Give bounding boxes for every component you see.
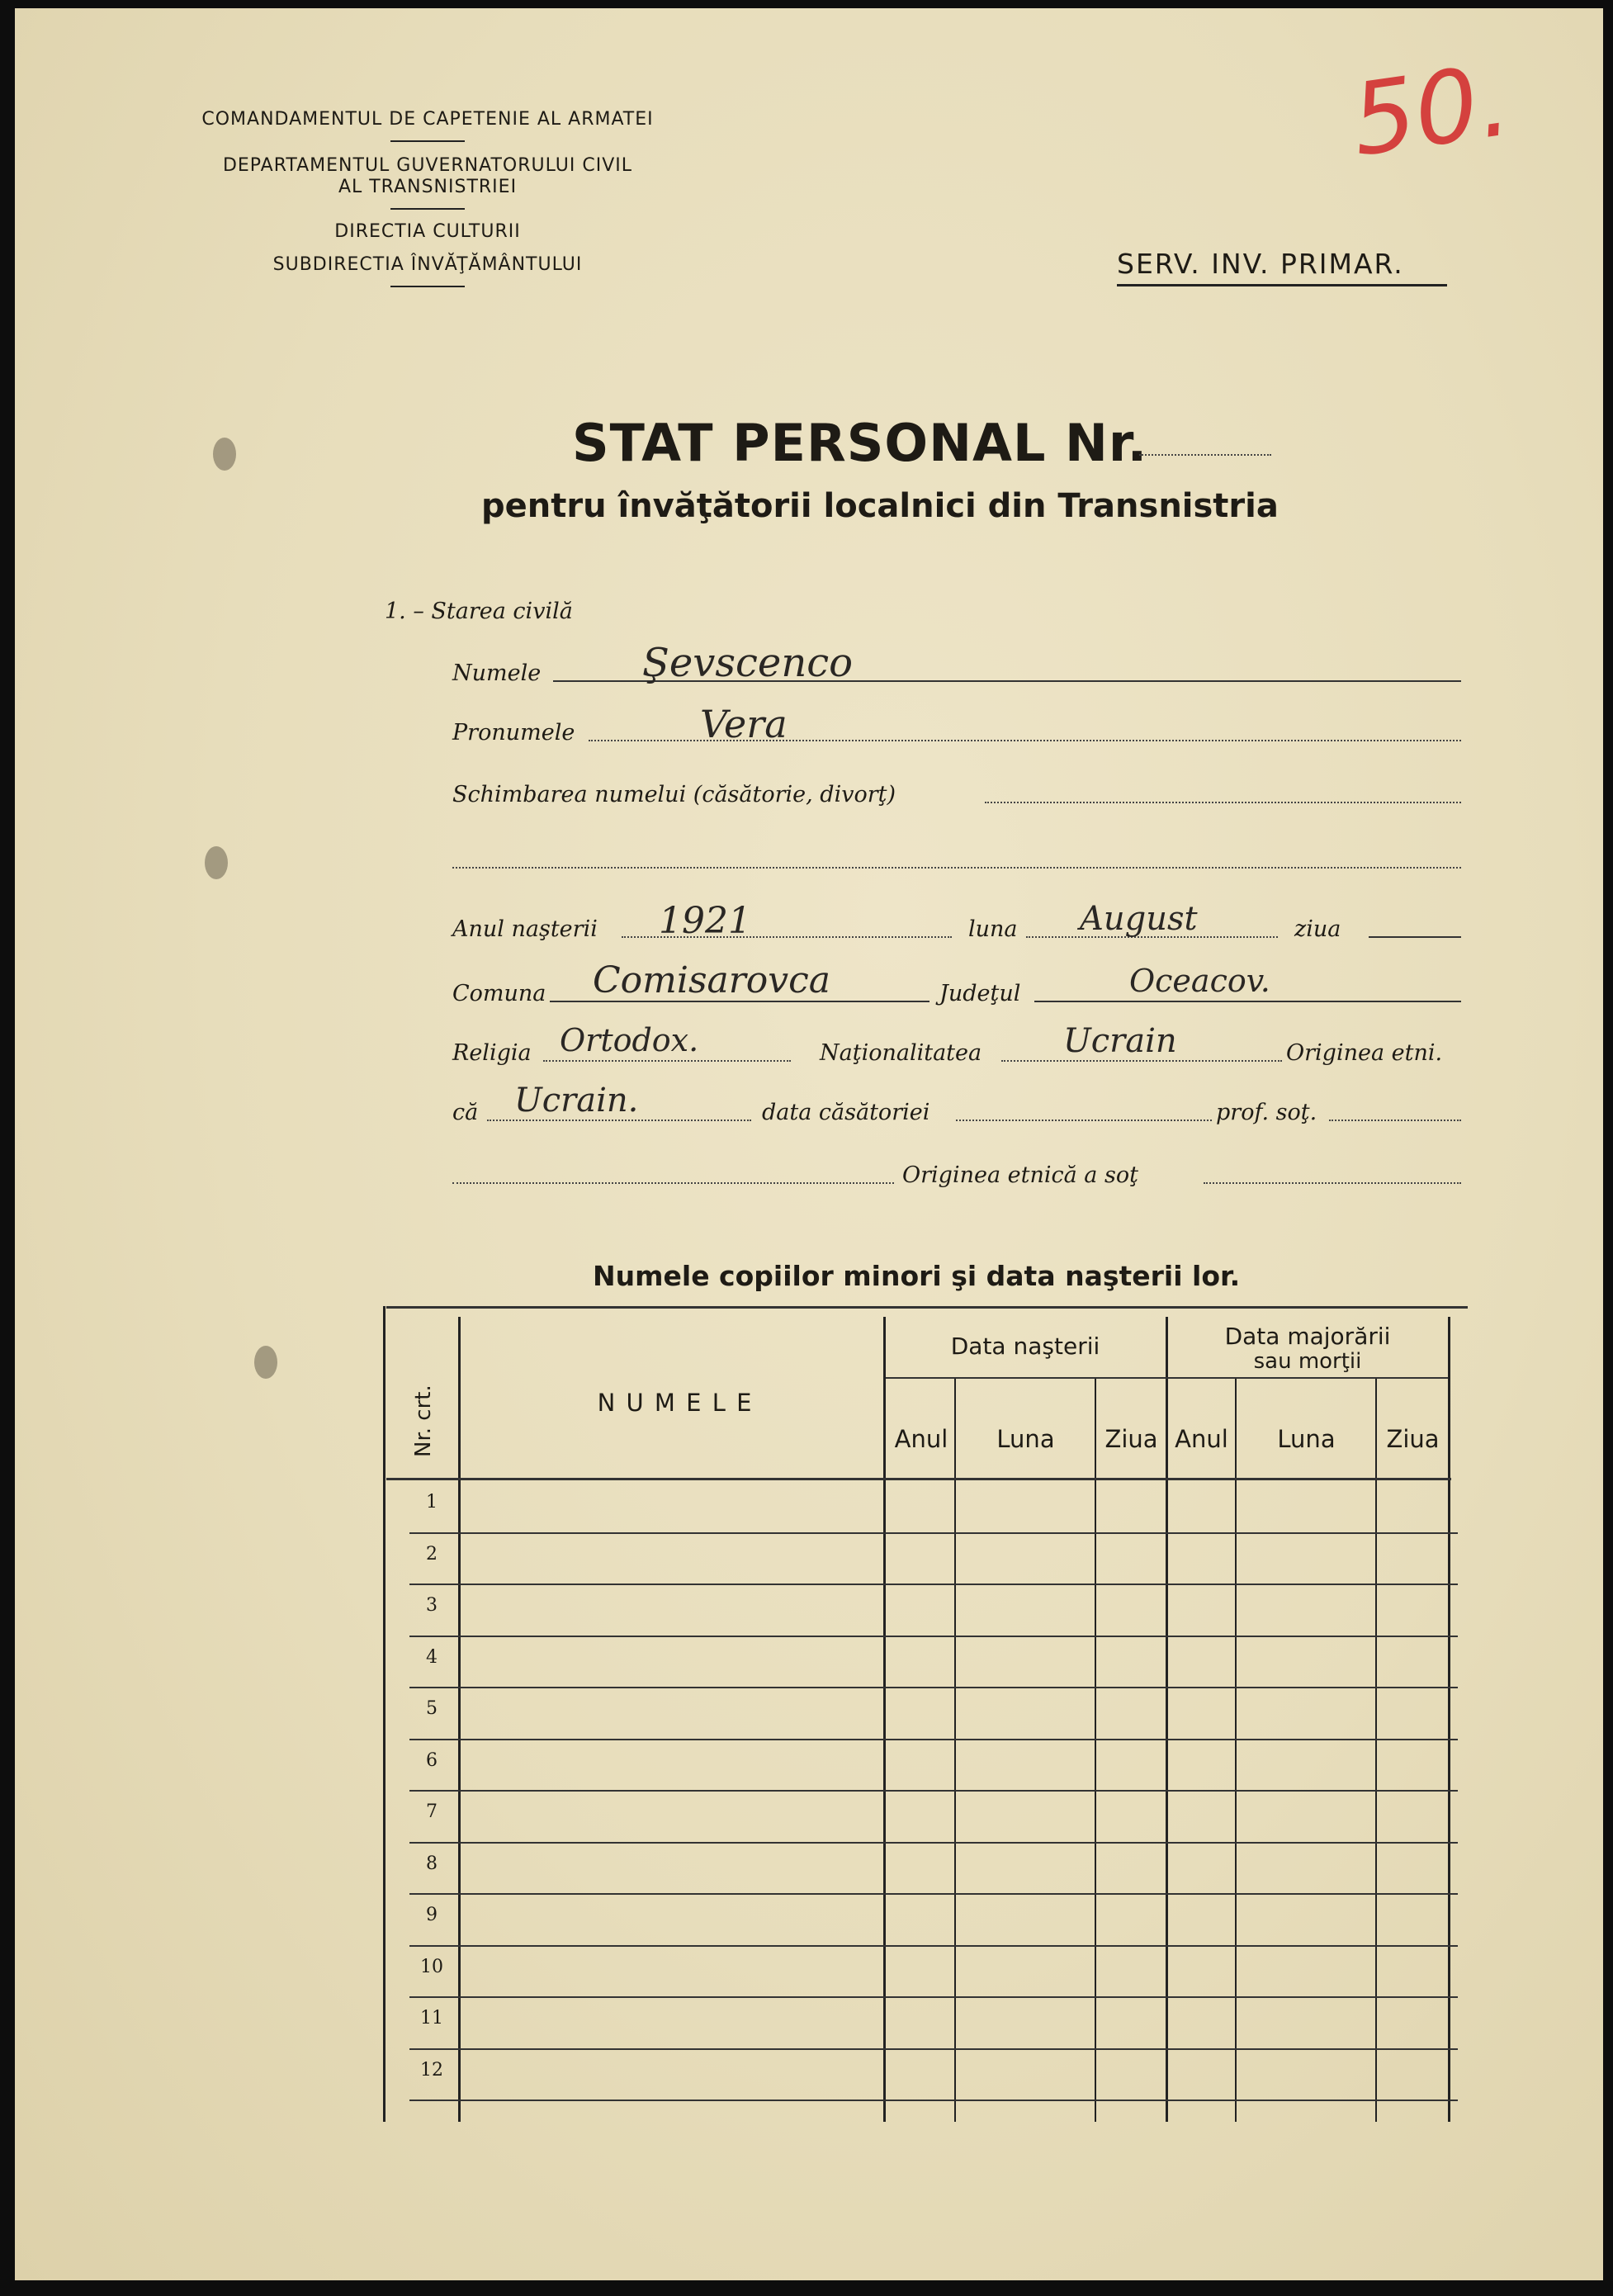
judetul-line xyxy=(1034,1001,1461,1002)
table-row-line xyxy=(409,2048,1458,2050)
row-number: 9 xyxy=(426,1905,438,1925)
row-number: 11 xyxy=(420,2008,443,2029)
header-rule xyxy=(390,140,465,142)
col-anul: Anul xyxy=(894,1425,948,1453)
row-number: 1 xyxy=(426,1492,438,1513)
ziua-label: ziua xyxy=(1294,916,1341,942)
document-title: STAT PERSONAL Nr. xyxy=(572,413,1148,473)
table-col-divider xyxy=(1095,1379,1096,2122)
page-number-annotation: 50. xyxy=(1345,43,1517,179)
col-group-majorarii-1: Data majorării xyxy=(1224,1323,1391,1350)
judetul-value: Oceacov. xyxy=(1129,963,1270,999)
table-row-line xyxy=(409,1532,1458,1534)
ziua-line xyxy=(1369,936,1461,938)
row-number: 12 xyxy=(420,2059,443,2081)
table-col-divider xyxy=(1235,1379,1237,2122)
header-line-3: AL TRANSNISTRIEI xyxy=(338,177,518,197)
originea-label: Originea etni. xyxy=(1286,1040,1443,1066)
header-line-2: DEPARTAMENTUL GUVERNATORULUI CIVIL xyxy=(222,155,633,176)
table-row-line xyxy=(409,1584,1458,1585)
comuna-value: Comisarovca xyxy=(593,959,831,1001)
children-heading: Numele copiilor minori şi data naşterii lor. xyxy=(593,1260,1241,1292)
document-subtitle: pentru învăţătorii localnici din Transnistria xyxy=(481,487,1279,525)
data-casatoriei-line xyxy=(956,1120,1212,1121)
header-rule xyxy=(390,208,465,210)
religia-value: Ortodox. xyxy=(560,1022,699,1058)
nationalitatea-label: Naţionalitatea xyxy=(820,1040,982,1066)
header-line-5: SUBDIRECTIA ÎNVĂŢĂMÂNTULUI xyxy=(272,254,583,275)
religia-label: Religia xyxy=(452,1040,532,1066)
originea-sot-line xyxy=(1204,1182,1461,1184)
originea-sot-pre-line xyxy=(452,1182,894,1184)
originea-label-cont: că xyxy=(452,1100,479,1125)
service-underline xyxy=(1117,284,1447,286)
numele-value: Şevscenco xyxy=(642,640,854,686)
data-casatoriei-label: data căsătoriei xyxy=(762,1100,930,1125)
col-group-majorarii-2: sau morţii xyxy=(1253,1349,1362,1374)
religia-line xyxy=(543,1060,791,1062)
col-luna-2: Luna xyxy=(1277,1425,1336,1453)
row-number: 4 xyxy=(426,1646,438,1668)
col-numele-header: N U M E L E xyxy=(597,1389,754,1417)
prof-sot-label: prof. soţ. xyxy=(1216,1100,1317,1125)
table-row-line xyxy=(409,1945,1458,1947)
punch-hole xyxy=(205,846,228,879)
col-anul-2: Anul xyxy=(1175,1425,1228,1453)
table-group-divider xyxy=(886,1377,1448,1379)
prof-sot-line xyxy=(1329,1120,1461,1121)
col-luna: Luna xyxy=(996,1425,1055,1453)
judetul-label: Judeţul xyxy=(939,981,1021,1006)
anul-label: Anul naşterii xyxy=(452,916,598,942)
table-row-line xyxy=(409,1636,1458,1637)
header-rule xyxy=(390,286,465,287)
row-number: 6 xyxy=(426,1749,438,1771)
pronumele-value: Vera xyxy=(700,702,788,746)
service-label: SERV. INV. PRIMAR. xyxy=(1117,248,1404,280)
header-line-1: COMANDAMENTUL DE CAPETENIE AL ARMATEI xyxy=(201,109,654,130)
table-col-divider xyxy=(458,1317,461,2122)
originea-value: Ucrain. xyxy=(514,1082,639,1120)
schimbarea-label: Schimbarea numelui (căsătorie, divorţ) xyxy=(452,782,896,807)
table-row-line xyxy=(409,1996,1458,1998)
punch-hole xyxy=(254,1346,277,1379)
schimbarea-line-2 xyxy=(452,867,1461,869)
numele-label: Numele xyxy=(452,660,542,686)
document-page xyxy=(15,8,1603,2280)
nationalitatea-line xyxy=(1001,1060,1282,1062)
col-group-nasterii: Data naşterii xyxy=(950,1333,1100,1360)
luna-value: August xyxy=(1080,900,1198,938)
col-ziua: Ziua xyxy=(1105,1425,1158,1453)
table-col-divider xyxy=(1375,1379,1377,2122)
schimbarea-line xyxy=(985,802,1461,803)
row-number: 3 xyxy=(426,1595,438,1616)
table-row-line xyxy=(409,1842,1458,1844)
comuna-label: Comuna xyxy=(452,981,546,1006)
row-number: 2 xyxy=(426,1543,438,1565)
table-col-divider xyxy=(883,1317,886,2122)
table-row-line xyxy=(409,1790,1458,1792)
row-number: 7 xyxy=(426,1801,438,1822)
anul-value: 1921 xyxy=(659,900,751,942)
table-header-bottom xyxy=(386,1478,1451,1480)
table-row-line xyxy=(409,1893,1458,1895)
punch-hole xyxy=(213,438,236,471)
table-row-line xyxy=(409,1739,1458,1740)
table-row-line xyxy=(409,1687,1458,1688)
table-left-border xyxy=(383,1306,386,2122)
row-number: 5 xyxy=(426,1698,438,1719)
title-number-blank xyxy=(1139,454,1271,456)
header-line-4: DIRECTIA CULTURII xyxy=(334,221,521,242)
table-top-border xyxy=(386,1306,1468,1309)
col-ziua-2: Ziua xyxy=(1386,1425,1440,1453)
col-nr-header: Nr. crt. xyxy=(411,1385,436,1457)
luna-label: luna xyxy=(968,916,1018,942)
pronumele-label: Pronumele xyxy=(452,720,575,746)
row-number: 10 xyxy=(420,1956,443,1977)
originea-line xyxy=(487,1120,751,1121)
section-heading: 1. – Starea civilă xyxy=(385,599,573,624)
table-col-divider xyxy=(1448,1317,1450,2122)
table-col-divider xyxy=(954,1379,956,2122)
table-row-line xyxy=(409,2100,1458,2101)
nationalitatea-value: Ucrain xyxy=(1063,1022,1177,1060)
row-number: 8 xyxy=(426,1853,438,1874)
originea-sot-label: Originea etnică a soţ xyxy=(902,1162,1138,1188)
